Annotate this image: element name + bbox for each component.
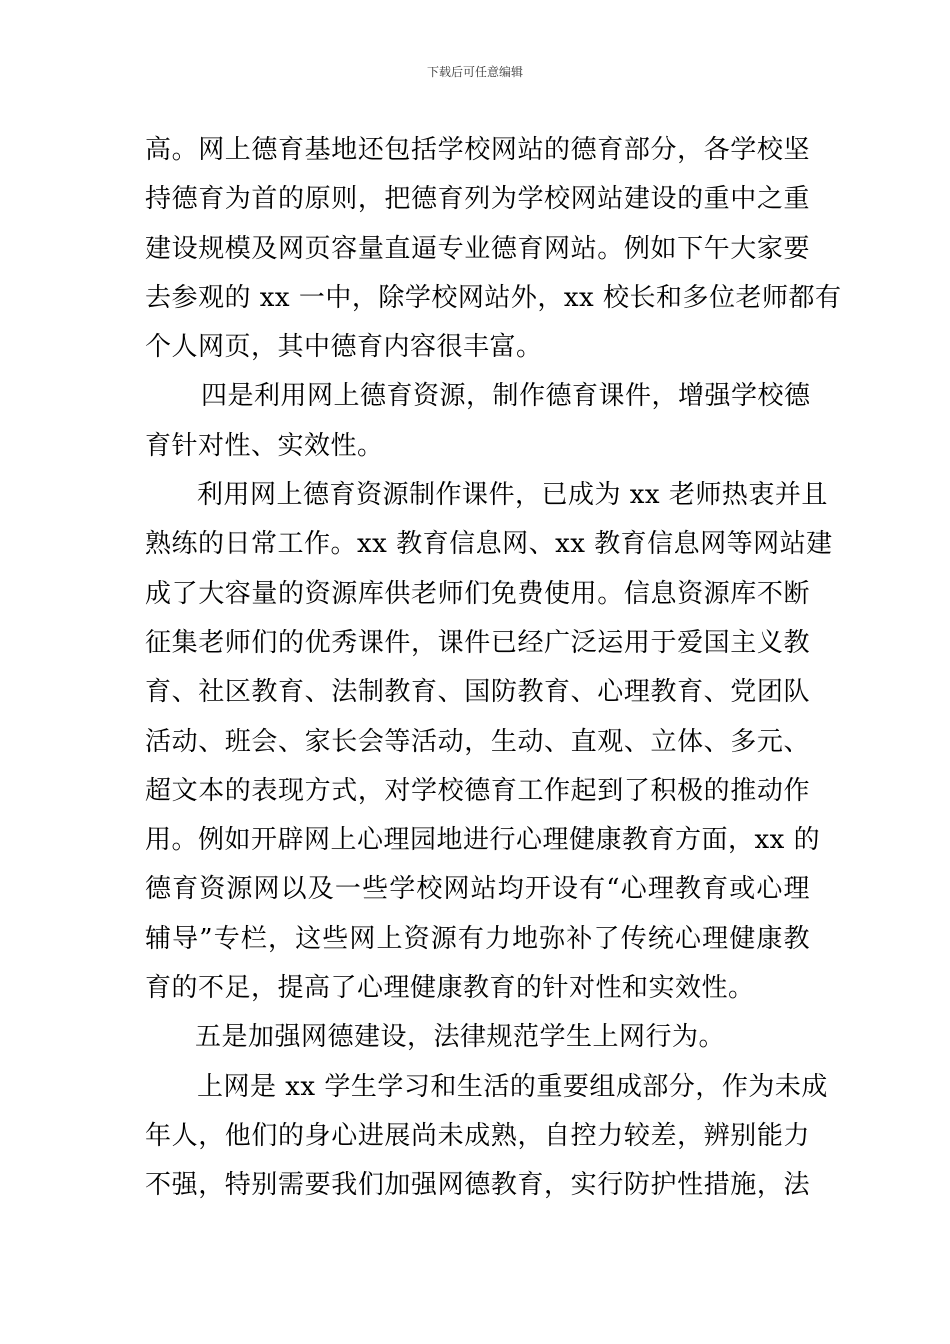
text-line: 建设规模及网页容量直逼专业德育网站。例如下午大家要 — [145, 233, 810, 264]
text-line: 活动、班会、家长会等活动，生动、直观、立体、多元、 — [145, 726, 810, 757]
text-line: 超文本的表现方式，对学校德育工作起到了积极的推动作 — [145, 775, 810, 806]
paragraph-heading: 四是利用网上德育资源，制作德育课件，增强学校德 — [201, 381, 811, 412]
text-line: 不强，特别需要我们加强网德教育，实行防护性措施，法 — [145, 1170, 810, 1201]
text-line: 用。例如开辟网上心理园地进行心理健康教育方面，xx 的 — [145, 825, 821, 856]
text-line: 征集老师们的优秀课件，课件已经广泛运用于爱国主义教 — [145, 627, 810, 658]
text-line: 育、社区教育、法制教育、国防教育、心理教育、党团队 — [145, 677, 810, 708]
paragraph-heading: 五是加强网德建设，法律规范学生上网行为。 — [195, 1022, 726, 1053]
text-line: 育针对性、实效性。 — [145, 430, 384, 461]
text-line: 育的不足，提高了心理健康教育的针对性和实效性。 — [145, 973, 755, 1004]
text-line: 成了大容量的资源库供老师们免费使用。信息资源库不断 — [145, 578, 810, 609]
text-line: 持德育为首的原则，把德育列为学校网站建设的重中之重 — [145, 184, 810, 215]
text-line: 年人，他们的身心进展尚未成熟，自控力较差，辨别能力 — [145, 1120, 810, 1151]
text-line: 个人网页，其中德育内容很丰富。 — [145, 332, 543, 363]
page-header: 下载后可任意编辑 — [426, 65, 523, 79]
paragraph-first-line: 利用网上德育资源制作课件，已成为 xx 老师热衷并且 — [197, 480, 828, 511]
text-line: 高。网上德育基地还包括学校网站的德育部分，各学校坚 — [145, 135, 810, 165]
text-line: 熟练的日常工作。xx 教育信息网、xx 教育信息网等网站建 — [145, 529, 833, 560]
document-body — [145, 126, 842, 1211]
paragraph-first-line: 上网是 xx 学生学习和生活的重要组成部分，作为未成 — [197, 1071, 828, 1102]
text-line: 去参观的 xx 一中，除学校网站外，xx 校长和多位老师都有 — [145, 282, 842, 313]
text-line: 德育资源网以及一些学校网站均开设有“心理教育或心理 — [145, 874, 810, 905]
text-line: 辅导”专栏，这些网上资源有力地弥补了传统心理健康教 — [145, 923, 810, 954]
